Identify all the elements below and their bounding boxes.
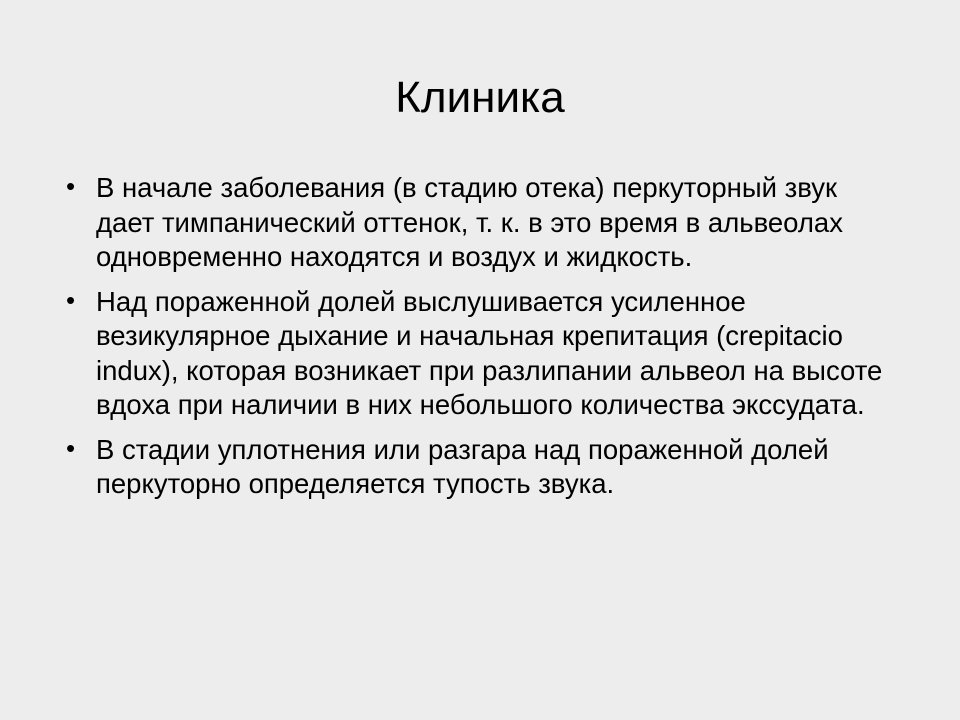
bullet-item: [58, 171, 898, 275]
bullet-icon: •: [66, 171, 76, 201]
bullet-item: [58, 285, 898, 423]
bullet-icon: •: [66, 284, 76, 315]
bullet-list: [58, 171, 898, 512]
bullet-text: В начале заболевания (в стадию отека) перкуторный звук дает тимпанический оттенок, т. к. в это время в альвеолах одновременно находятся и воздух и жидкость.: [96, 172, 843, 272]
bullet-text: Над пораженной долей выслушивается усиленное везикулярное дыхание и начальная крепитация (crepitacio indux), которая возникает при разлипании альвеол на высоте вдоха при наличии в них небольшого количества экссудата.: [96, 285, 883, 420]
bullet-icon: •: [66, 432, 76, 463]
bullet-text: В стадии уплотнения или разгара над пораженной долей перкуторно определяется тупость звука.: [96, 433, 829, 499]
bullet-item: [58, 433, 898, 502]
slide-title: Клиника: [395, 73, 565, 122]
